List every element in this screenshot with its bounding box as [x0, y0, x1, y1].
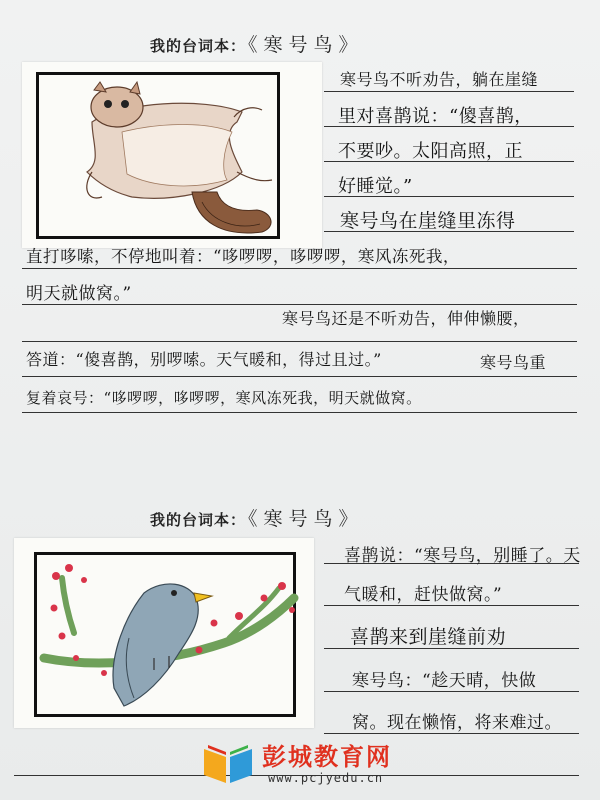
section2-title: [150, 504, 364, 531]
bird-drawing: [14, 538, 314, 728]
section2-line-3: 喜鹊来到崖缝前劝: [350, 626, 507, 648]
section1-title: [150, 30, 364, 57]
section2-line-4: 寒号鸟：“趁天晴，快做: [352, 671, 537, 691]
bird-illustration: [14, 538, 314, 728]
section1-line-2: 里对喜鹊说：“傻喜鹊，: [338, 106, 533, 127]
section1-line-1: 寒号鸟不听劝告，躺在崖缝: [340, 70, 539, 89]
section2-line-2: 气暖和，赶快做窝。”: [344, 585, 503, 605]
section1-line-10: 寒号鸟重: [480, 353, 547, 372]
section1-line-5: 寒号鸟在崖缝里冻得: [340, 210, 516, 232]
flying-squirrel-drawing: [22, 62, 322, 248]
section2-line-1: 喜鹊说：“寒号鸟，别睡了。天: [344, 546, 581, 566]
section1-title-label: 我的台词本：: [150, 37, 247, 55]
section1-line-9: 答道：“傻喜鹊，别啰嗦。天气暖和，得过且过。”: [26, 350, 382, 369]
section2-book-title: 《寒号鸟》: [248, 508, 364, 530]
section1-line-7: 明天就做窝。”: [26, 284, 132, 304]
squirrel-illustration: [22, 62, 322, 248]
section1-line-11: 复着哀号：“哆啰啰，哆啰啰，寒风冻死我，明天就做窝。: [26, 389, 422, 407]
section1-book-title: 《寒号鸟》: [248, 34, 364, 56]
section1-line-3: 不要吵。太阳高照，正: [338, 141, 523, 162]
open-book-logo-icon: [200, 735, 256, 787]
section1-line-6: 直打哆嗦，不停地叫着：“哆啰啰，哆啰啰，寒风冻死我，: [26, 247, 460, 266]
section2-title-label: 我的台词本：: [150, 511, 247, 529]
section1-line-8: 寒号鸟还是不听劝告，伸伸懒腰，: [282, 309, 530, 328]
site-watermark: [200, 735, 440, 795]
watermark-url: www.pcjyedu.cn: [268, 771, 384, 785]
watermark-site-name: 彭城教育网: [262, 743, 392, 771]
section1-line-4: 好睡觉。”: [338, 176, 413, 197]
section2-line-5: 窝。现在懒惰，将来难过。: [352, 713, 562, 733]
